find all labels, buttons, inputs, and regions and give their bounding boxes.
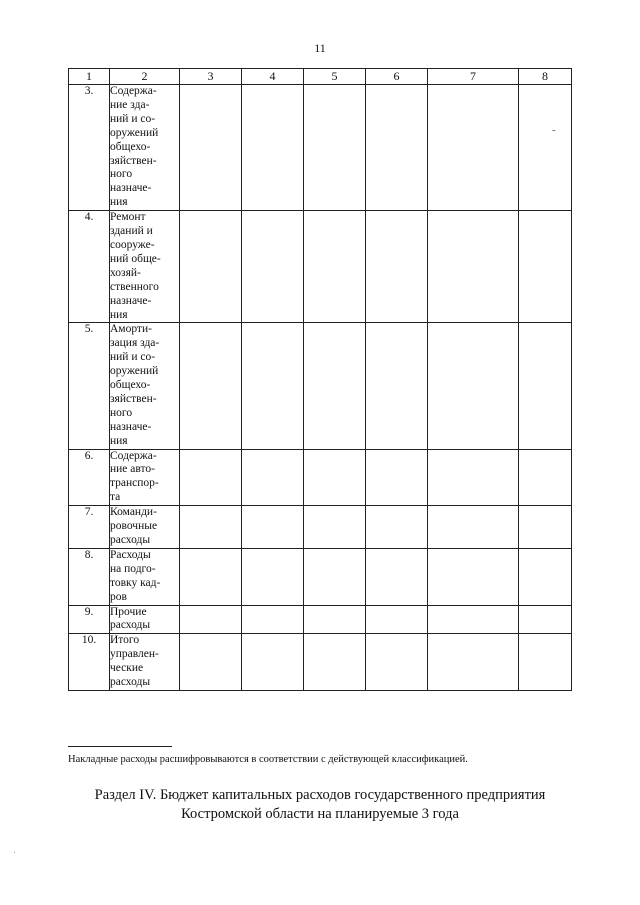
expense-name-line: ственного [110, 280, 159, 293]
section-title [40, 786, 600, 824]
empty-cell-col-8 [519, 605, 572, 634]
empty-cell-col-4 [242, 506, 304, 549]
expense-name-line: ний и со- [110, 351, 156, 364]
expense-name-line: Итого [110, 634, 140, 647]
expense-name-line: Аморти- [110, 323, 152, 336]
expense-name-line: ний и со- [110, 112, 156, 125]
empty-cell-col-6 [366, 211, 428, 323]
row-expense-name [110, 449, 180, 506]
empty-cell-col-3 [180, 211, 242, 323]
empty-cell-col-8 [519, 634, 572, 691]
expense-name-line: ние зда- [110, 98, 150, 111]
expense-name-line: назначе- [110, 420, 152, 433]
empty-cell-col-3 [180, 634, 242, 691]
empty-cell-col-8 [519, 211, 572, 323]
empty-cell-col-6 [366, 85, 428, 211]
expense-name-line: зяйствен- [110, 392, 157, 405]
empty-cell-col-7 [428, 85, 519, 211]
row-expense-name [110, 548, 180, 605]
expense-name-line: ческие [110, 662, 144, 675]
row-expense-name [110, 85, 180, 211]
expense-name-line: общехо- [110, 379, 151, 392]
empty-cell-col-5 [304, 506, 366, 549]
empty-cell-col-7 [428, 506, 519, 549]
empty-cell-col-8 [519, 85, 572, 211]
column-header-7: 7 [428, 69, 519, 85]
row-expense-name [110, 634, 180, 691]
column-header-4: 4 [242, 69, 304, 85]
empty-cell-col-7 [428, 548, 519, 605]
expense-name-line: ний обще- [110, 252, 161, 265]
column-header-3: 3 [180, 69, 242, 85]
expense-name-line: ров [110, 590, 127, 603]
row-number: 6. [69, 449, 110, 506]
row-expense-name [110, 605, 180, 634]
stray-dash-mark: - [552, 124, 556, 136]
expense-name-line: ного [110, 168, 133, 181]
table-row [69, 548, 572, 605]
expense-name-line: ровочные [110, 520, 158, 533]
section-title-line-2: Костромской области на планируемые 3 года [181, 806, 459, 822]
expense-name-line: зяйствен- [110, 154, 157, 167]
expense-name-line: транспор- [110, 477, 159, 490]
empty-cell-col-5 [304, 449, 366, 506]
expense-name-line: расходы [110, 676, 151, 689]
expense-name-line: ния [110, 434, 128, 447]
row-number: 7. [69, 506, 110, 549]
empty-cell-col-6 [366, 506, 428, 549]
row-number: 9. [69, 605, 110, 634]
section-title-line-1: Раздел IV. Бюджет капитальных расходов государственного предприятия [94, 787, 546, 803]
expense-name-line: на подго- [110, 562, 156, 575]
expense-name-line: ния [110, 308, 128, 321]
empty-cell-col-5 [304, 548, 366, 605]
empty-cell-col-3 [180, 506, 242, 549]
empty-cell-col-4 [242, 634, 304, 691]
empty-cell-col-8 [519, 449, 572, 506]
empty-cell-col-3 [180, 605, 242, 634]
empty-cell-col-6 [366, 548, 428, 605]
empty-cell-col-6 [366, 449, 428, 506]
empty-cell-col-3 [180, 548, 242, 605]
scan-speck [14, 852, 15, 853]
empty-cell-col-4 [242, 85, 304, 211]
footnote-separator [68, 746, 172, 747]
column-header-6: 6 [366, 69, 428, 85]
column-header-1: 1 [69, 69, 110, 85]
expense-name-line: Прочие [110, 605, 147, 618]
column-header-8: 8 [519, 69, 572, 85]
expense-name-line: хозяй- [110, 266, 141, 279]
expense-name-line: управлен- [110, 648, 159, 661]
expense-name-line: назначе- [110, 182, 152, 195]
row-expense-name [110, 323, 180, 449]
expense-name-line: зация зда- [110, 337, 160, 350]
empty-cell-col-8 [519, 323, 572, 449]
table-row [69, 634, 572, 691]
empty-cell-col-6 [366, 605, 428, 634]
empty-cell-col-3 [180, 323, 242, 449]
expense-name-line: товку кад- [110, 576, 161, 589]
table-row [69, 449, 572, 506]
empty-cell-col-5 [304, 85, 366, 211]
empty-cell-col-7 [428, 605, 519, 634]
expense-name-line: расходы [110, 534, 151, 546]
footnote: Накладные расходы расшифровываются в соответствии с действующей классификацией. [68, 754, 468, 765]
budget-table [68, 68, 572, 691]
expense-name-line: сооруже- [110, 238, 155, 251]
row-number: 3. [69, 85, 110, 211]
empty-cell-col-5 [304, 634, 366, 691]
expense-name-line: Расходы [110, 548, 151, 561]
expense-name-line: зданий и [110, 225, 153, 238]
expense-name-line: ния [110, 196, 128, 209]
expense-name-line: общехо- [110, 140, 151, 153]
expense-name-line: расходы [110, 619, 151, 632]
expense-name-line: ние авто- [110, 463, 155, 476]
empty-cell-col-7 [428, 323, 519, 449]
table-row [69, 605, 572, 634]
empty-cell-col-3 [180, 85, 242, 211]
empty-cell-col-5 [304, 211, 366, 323]
empty-cell-col-7 [428, 449, 519, 506]
empty-cell-col-4 [242, 211, 304, 323]
empty-cell-col-5 [304, 323, 366, 449]
expense-name-line: Ремонт [110, 211, 146, 224]
table-row [69, 211, 572, 323]
expense-name-line: оружений [110, 365, 159, 378]
empty-cell-col-4 [242, 548, 304, 605]
empty-cell-col-7 [428, 634, 519, 691]
empty-cell-col-8 [519, 506, 572, 549]
expense-name-line: ного [110, 406, 133, 419]
expense-name-line: Содержа- [110, 85, 157, 97]
empty-cell-col-4 [242, 323, 304, 449]
column-header-2: 2 [110, 69, 180, 85]
empty-cell-col-4 [242, 449, 304, 506]
empty-cell-col-8 [519, 548, 572, 605]
table-row [69, 506, 572, 549]
table-row [69, 323, 572, 449]
empty-cell-col-7 [428, 211, 519, 323]
empty-cell-col-3 [180, 449, 242, 506]
expense-name-line: Содержа- [110, 449, 157, 462]
column-header-5: 5 [304, 69, 366, 85]
expense-name-line: назначе- [110, 294, 152, 307]
expense-name-line: та [110, 491, 121, 504]
empty-cell-col-5 [304, 605, 366, 634]
table-row [69, 85, 572, 211]
expense-name-line: Команди- [110, 506, 157, 519]
table-header-row [69, 69, 572, 85]
table-body [69, 85, 572, 691]
row-number: 5. [69, 323, 110, 449]
expense-name-line: оружений [110, 126, 159, 139]
empty-cell-col-4 [242, 605, 304, 634]
row-number: 4. [69, 211, 110, 323]
row-expense-name [110, 506, 180, 549]
empty-cell-col-6 [366, 323, 428, 449]
page-number: 11 [314, 41, 326, 55]
empty-cell-col-6 [366, 634, 428, 691]
row-expense-name [110, 211, 180, 323]
row-number: 8. [69, 548, 110, 605]
row-number: 10. [69, 634, 110, 691]
